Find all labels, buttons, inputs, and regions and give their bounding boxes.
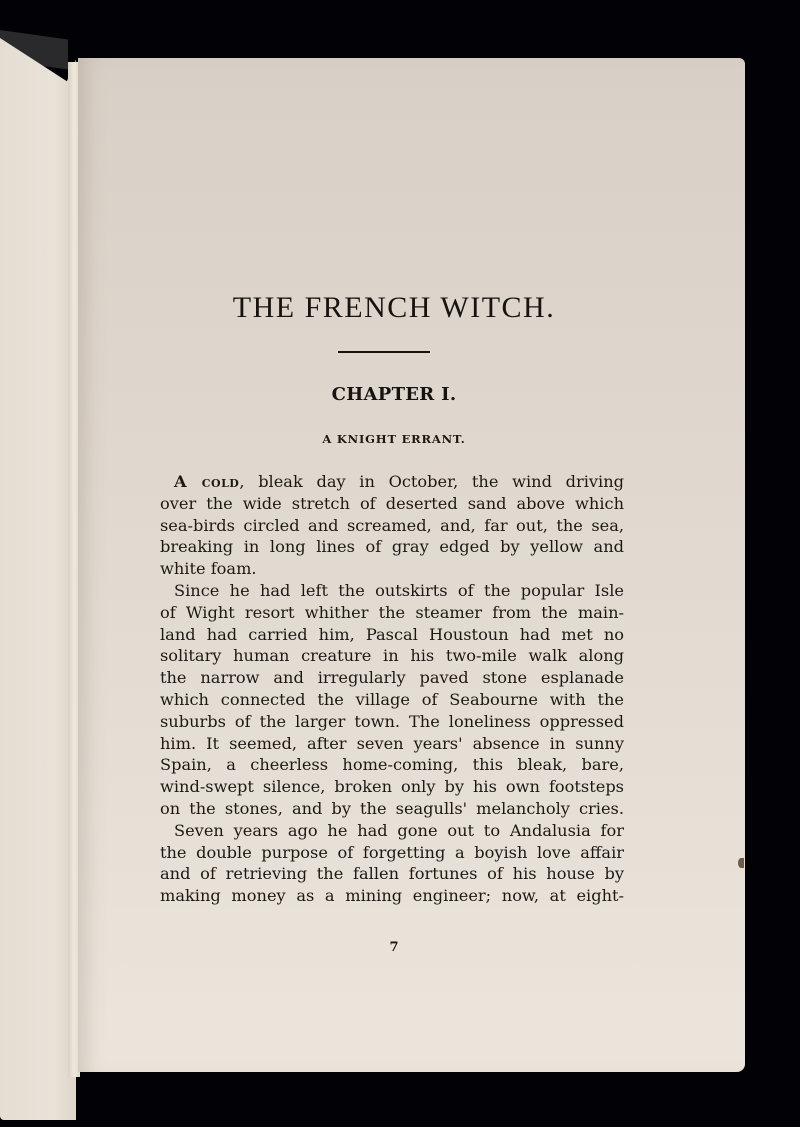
opening-smallcaps: A cold [174,472,240,491]
text-line: sea-birds circled and screamed, and, far out, the sea, [160,515,624,535]
text-line: Since he had left the outskirts of the popular Isle [174,580,624,600]
text-line: the narrow and irregularly paved stone esplanade [160,668,624,688]
text-line: Spain, a cheerless home-coming, this bleak, bare, [160,755,624,775]
text-line: over the wide stretch of deserted sand above which [160,493,624,513]
text-line: which connected the village of Seabourne with the [160,689,624,709]
text-line: land had carried him, Pascal Houstoun had met no [160,624,624,644]
left-page-edge [0,38,76,1120]
paragraph-2 [160,580,624,820]
text-line: making money as a mining engineer; now, at eight- [160,886,624,906]
text-line: on the stones, and by the seagulls' melancholy cries. [160,798,624,818]
chapter-heading: CHAPTER I. [331,384,457,405]
book-page [78,58,745,1072]
text-line: him. It seemed, after seven years' absence in sunny [160,733,624,753]
text-line: solitary human creature in his two-mile walk along [160,646,624,666]
page-edge-tear [738,858,744,868]
paragraph-3 [160,820,624,907]
text-line: of Wight resort whither the steamer from the main- [160,602,624,622]
text-line: Seven years ago he had gone out to Andalusia for [174,820,624,840]
text-line: A cold, bleak day in October, the wind driving [174,472,625,491]
text-line: and of retrieving the fallen fortunes of his house by [160,864,624,884]
text-line: the double purpose of forgetting a boyish love affair [160,842,624,862]
book-title: THE FRENCH WITCH. [232,291,556,324]
text-line: wind-swept silence, broken only by his own footsteps [160,777,624,797]
title-rule-divider [338,351,430,353]
text-line: breaking in long lines of gray edged by yellow and [160,537,624,557]
chapter-subtitle: A KNIGHT ERRANT. [322,432,466,446]
text-line: suburbs of the larger town. The loneliness oppressed [160,711,624,731]
page-number: 7 [389,940,399,955]
text-line: white foam. [160,559,257,579]
paragraph-1 [160,471,624,580]
chapter-body [160,471,624,907]
